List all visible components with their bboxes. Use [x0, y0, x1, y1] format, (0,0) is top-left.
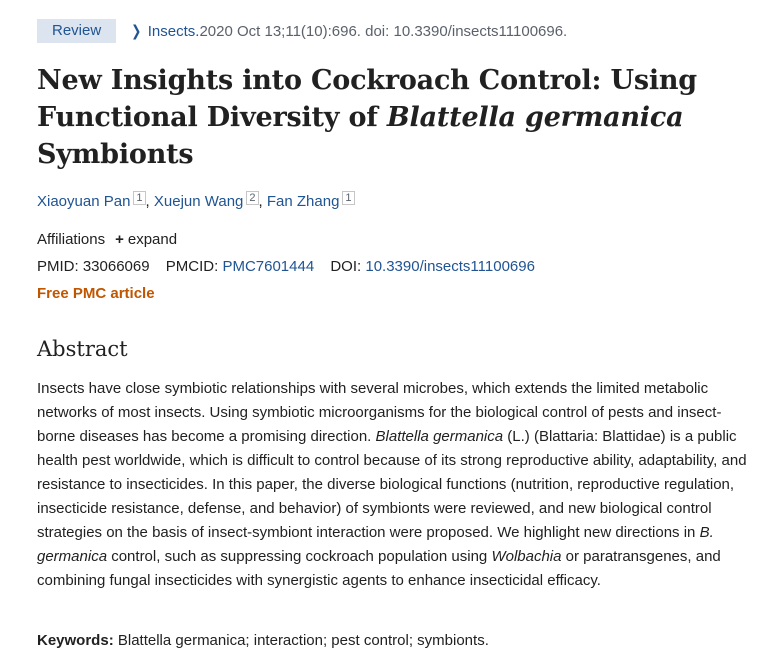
abstract-segment: Insects have close symbiotic relationships with several microbes, which extends the limited metabolic networks of most insects. Using symbiotic microorganisms for the biological control of pests and insect-borne diseases has become a promising direction.: [37, 380, 722, 445]
author-link[interactable]: Xiaoyuan Pan: [37, 193, 131, 210]
doi-link[interactable]: 10.3390/insects11100696: [365, 258, 535, 275]
abstract-text: [37, 377, 752, 593]
pmcid-label: PMCID:: [165, 258, 219, 275]
keywords: [37, 632, 489, 649]
free-pmc-article-label: Free PMC article: [37, 285, 155, 302]
author-link[interactable]: Xuejun Wang: [153, 193, 244, 210]
keywords-text: Blattella germanica; interaction; pest control; symbionts.: [113, 632, 489, 649]
journal-link[interactable]: Insects.: [147, 22, 200, 40]
article-identifiers: [37, 258, 547, 275]
title-species: Blattella germanica: [386, 102, 684, 133]
expand-label[interactable]: expand: [127, 231, 178, 248]
title-part-2: Symbionts: [37, 139, 194, 170]
pmcid-link[interactable]: PMC7601444: [222, 258, 315, 275]
author-affiliation-ref[interactable]: 2: [246, 191, 258, 205]
pmid-value: 33066069: [82, 258, 150, 275]
citation-line: [37, 18, 567, 44]
publication-type-badge: Review: [37, 19, 116, 43]
plus-icon: +: [115, 231, 124, 248]
abstract-segment: control, such as suppressing cockroach population using: [107, 548, 492, 565]
author-link[interactable]: Fan Zhang: [266, 193, 340, 210]
abstract-italic: Wolbachia: [491, 548, 562, 565]
keywords-label: Keywords:: [37, 632, 114, 649]
author-affiliation-ref[interactable]: 1: [342, 191, 354, 205]
abstract-heading: Abstract: [37, 337, 128, 361]
affiliations-toggle[interactable]: [37, 231, 177, 248]
title-part-1: New Insights into Cockroach Control: Using Functional Diversity of: [37, 65, 697, 133]
citation-text: 2020 Oct 13;11(10):696. doi: 10.3390/insects11100696.: [199, 22, 568, 40]
author-separator: ,: [258, 193, 267, 210]
author-affiliation-ref[interactable]: 1: [133, 191, 145, 205]
abstract-segment: or paratransgenes, and combining fungal insecticides with synergistic agents to enhance insecticidal efficacy.: [37, 548, 721, 589]
abstract-segment: (L.) (Blattaria: Blattidae) is a public health pest worldwide, which is difficult to control because of its strong reproductive ability, adaptability, and resistance to insecticides. In this paper, the diverse biological functions (nutrition, reproductive regulation, insecticide resistance, defense, and behavior) of symbionts were reviewed, and new biological control strategies on the basis of insect-symbiont interaction were proposed. We highlight new directions in: [37, 428, 747, 541]
doi-label: DOI:: [330, 258, 362, 275]
author-separator: ,: [145, 193, 154, 210]
authors-list: [37, 193, 355, 210]
affiliations-label: Affiliations: [37, 231, 106, 248]
abstract-italic: B. germanica: [37, 524, 714, 565]
chevron-right-icon[interactable]: ❯: [131, 23, 142, 40]
article-title: [37, 62, 737, 173]
pmid-label: PMID:: [37, 258, 79, 275]
abstract-italic: Blattella germanica: [375, 428, 504, 445]
